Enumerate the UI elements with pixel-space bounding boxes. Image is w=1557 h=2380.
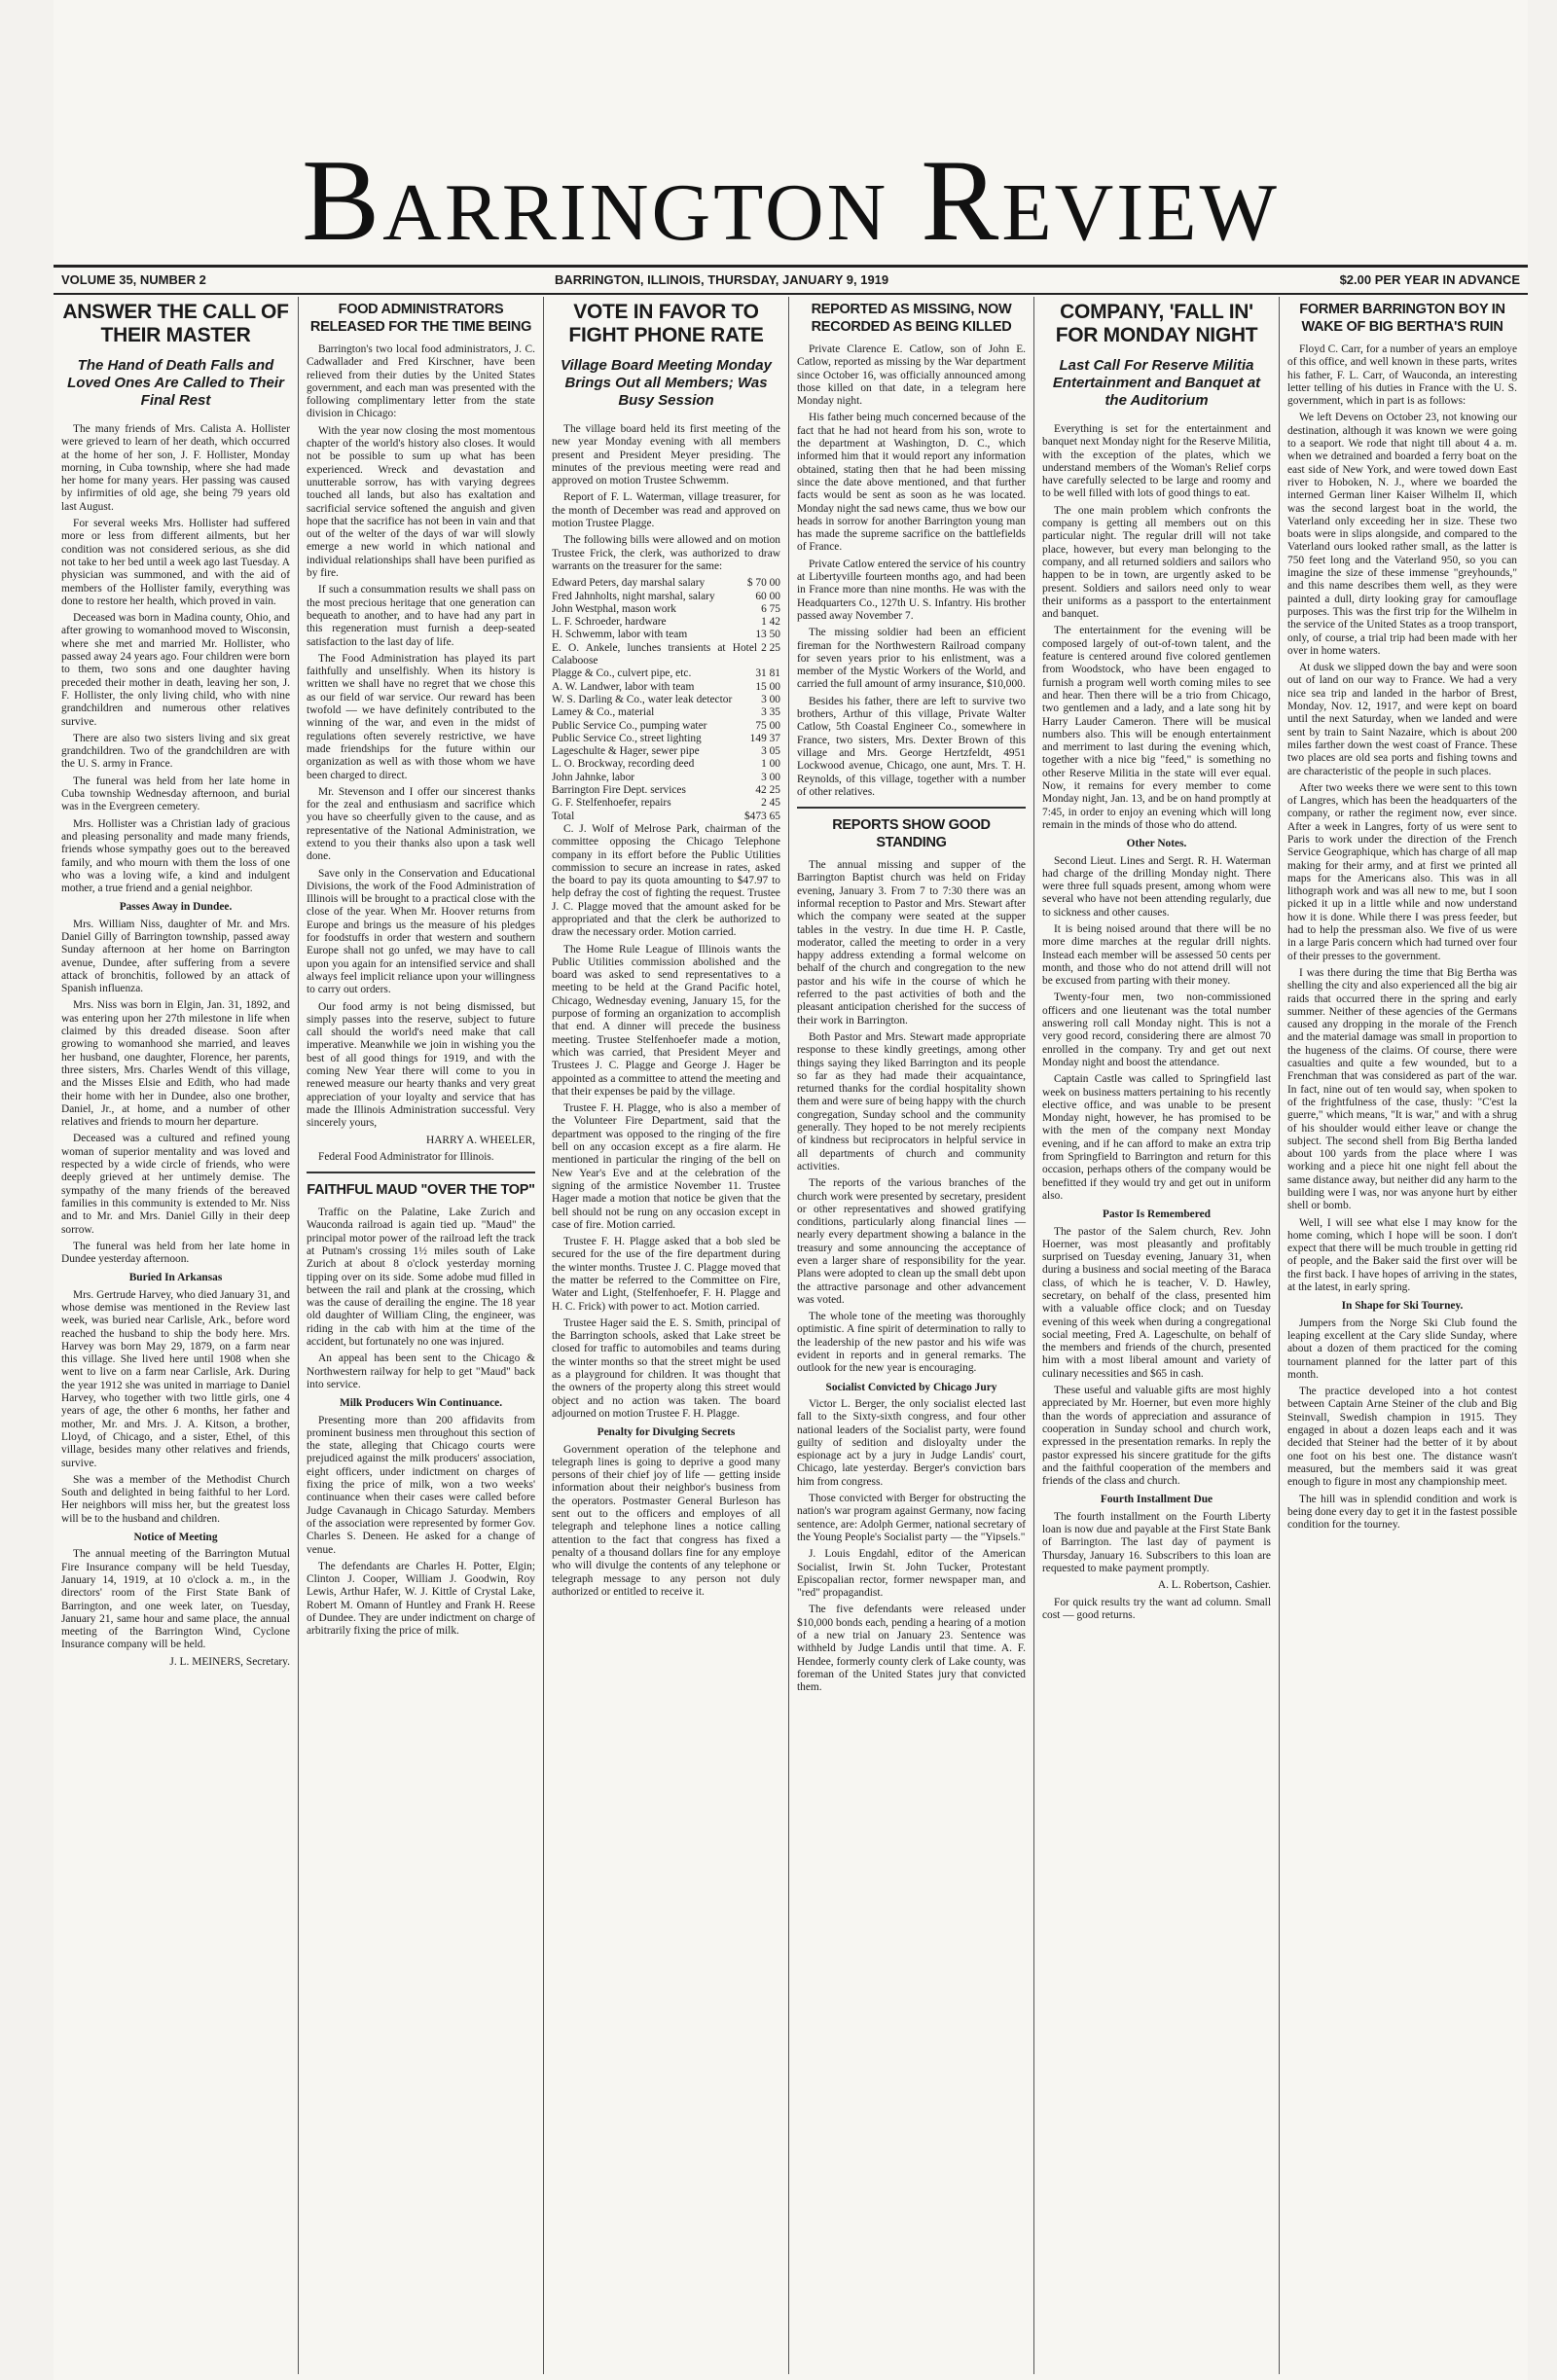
divider (307, 1172, 535, 1173)
divider (797, 807, 1026, 809)
volume-number: VOLUME 35, NUMBER 2 (61, 272, 206, 287)
bill-item: Fred Jahnholts, night marshal, salary (552, 590, 715, 602)
bill-amount: $ 70 00 (746, 577, 780, 590)
column-3 (544, 297, 789, 2374)
bill-item: G. F. Stelfenhoefer, repairs (552, 797, 671, 810)
paragraph: An appeal has been sent to the Chicago & Northwestern railway for help to get "Maud" back into service. (307, 1352, 535, 1390)
bill-item: A. W. Landwer, labor with team (552, 680, 695, 693)
paragraph: These useful and valuable gifts are most highly appreciated by Mr. Hoerner, but even more highly than the words of appreciation and assurance of cooperation in Sunday school and church work, expressed in the presentation remarks. In reply the pastor expressed his sincere gratitude for the gifts and the faithful cooperation of the members and friends of the class and church. (1042, 1385, 1271, 1488)
paragraph: The defendants are Charles H. Potter, Elgin; Clinton J. Cooper, William J. Goodwin, Roy Lewis, Arthur Hafer, W. J. Kittle of Crystal Lake, Robert M. Omann of Huntley and Frank H. Reese of Dundee. They are under indictment on charge of arbitrarily fixing the price of milk. (307, 1560, 535, 1638)
paragraph: Besides his father, there are left to survive two brothers, Arthur of this village, Private Walter Catlow, 5th Coastal Engineer Co., somewhere in France, two sisters, Mrs. Dexter Brown of this village and Mrs. George Hertzfeldt, 4951 Lockwood avenue, Chicago, one aunt, Mrs. T. H. Reynolds, of this village, together with a number of other relatives. (797, 695, 1026, 798)
bill-item: H. Schwemm, labor with team (552, 629, 688, 641)
paragraph: If such a consummation results we shall pass on the most precious heritage that one generation can bequeath to another, and to have had any part in this regeneration must furnish a deep-seated satisfaction to the last day of life. (307, 584, 535, 648)
paragraph: The one main problem which confronts the company is getting all members out on this particular night. The regular drill will not take place, however, but every man belonging to the company, and all returned soldiers and sailors who happen to be in town, are urgently asked to be present. Soldiers and sailors need only to wear their uniforms as a passport to the entertainment and banquet. (1042, 504, 1271, 621)
paragraph: The Home Rule League of Illinois wants the Public Utilities commission abolished and the board was asked to send representatives to a meeting to be held at the Grand Pacific hotel, Chicago, Wednesday evening, January 15, for the purpose of forming an organization to accomplish that end. A dinner will precede the business meeting. Trustee Stelfenhoefer made a motion, which was carried, that President Meyer and Trustees J. C. Plagge and George J. Hager be appointed as a committee to attend the meeting and that their expenses be paid by the village. (552, 943, 780, 1098)
paragraph: The hill was in splendid condition and work is being done every day to get it in the fastest possible condition for the tourney. (1287, 1493, 1517, 1532)
paragraph: After two weeks there we were sent to this town of Langres, which has been the headquarters of the company, or rather the regiment now, ever since. After a week in Langres, forty of us were sent to Paris to work under the direction of the French Service Geographique, which has charge of all map making for their army, and at first we printed all maps for the Americans also. This was in all lithograph work and was all new to me, but I soon picked it up in a little while and now understand how it is done. While there I was press feeder, but had to help the pressman also. We five of us were in a large Paris concern which had turned over four of their presses to the government. (1287, 781, 1517, 962)
bill-item: Total (552, 810, 575, 822)
paragraph: The entertainment for the evening will be composed largely of out-of-town talent, and the feature is centered around five colored gentlemen from Woodstock, who have been engaged to furnish a program well worth coming miles to see and hear. Then there will be a trio from Chicago, two gentlemen and a lady, and a late song hit by Harry Lauder Cameron. There will be musical numbers also. This will be enough entertainment and merriment to last during the evening which, together with a nice big "feed," is something no other Reserve Militia in the state will ever equal. Now, it remains for every member to come Monday night, Jan. 13, and be on hand promptly at 7:45, in order to enjoy an evening which will long remain in the minds of those who do attend. (1042, 625, 1271, 831)
bill-amount: 15 00 (755, 680, 780, 693)
headline: ANSWER THE CALL OF THEIR MASTER (62, 301, 289, 346)
paragraph: The missing soldier had been an efficient fireman for the Northwestern Railroad company for seven years prior to his enlistment, was a member of the Mystic Workers of the World, and carried the full amount of army insurance, $10,000. (797, 627, 1026, 691)
subhead: In Shape for Ski Tourney. (1341, 1300, 1464, 1313)
bill-item: John Jahnke, labor (552, 771, 635, 783)
paragraph: Everything is set for the entertainment and banquet next Monday night for the Reserve Militia, with the exception of the plates, which we understand members of the Woman's Relief corps have carefully selected to be large and roomy and to be well filled with lots of good things to eat. (1042, 423, 1271, 500)
paragraph: Mrs. Hollister was a Christian lady of gracious and pleasing personality and made many friends, friends whose sympathy goes out to the bereaved family, and who mourn with them the loss of one who was a loving wife, a kind and indulgent mother, a true friend and a genial neighbor. (61, 817, 290, 895)
bill-amount: 3 05 (761, 745, 780, 758)
bill-amount: $473 65 (743, 810, 780, 822)
paragraph: Mrs. Gertrude Harvey, who died January 31, and whose demise was mentioned in the Review last week, was buried near Carlisle, Ark., before word reached the husband to ship the body here. Mrs. Harvey was born May 29, 1879, on a farm near this village. She lived here until 1908 when she went to live on a farm near Carlisle, Ark. During the year 1912 she was united in marriage to Daniel Harvey, who together with two little girls, one 4 years of age, the other 6 months, her father and mother, Mr. and Mrs. J. A. Kitson, a brother, Lloyd, of Chicago, and a sister, Ethel, of this village, besides many other relatives and friends, survive. (61, 1288, 290, 1469)
bill-item: L. O. Brockway, recording deed (552, 758, 695, 771)
deck: The Hand of Death Falls and Loved Ones Are Called to Their Final Rest (67, 357, 284, 409)
headline: REPORTS SHOW GOOD STANDING (832, 817, 991, 851)
paragraph: She was a member of the Methodist Church South and delighted in being faithful to her Lord. Her neighbors will miss her, but the greatest loss will be to the husband and children. (61, 1473, 290, 1525)
signature-title: Federal Food Administrator for Illinois. (318, 1150, 494, 1163)
paragraph: The Food Administration has played its part faithfully and unselfishly. When its history is written we shall have no regret that we chose this as our field of war service. Our reward has been twofold — we have definitely contributed to the winning of the war, and even in the midst of regulations often severely restrictive, we have made friendships for the future within our organization as well as with those whom we have been charged to direct. (307, 652, 535, 781)
bill-row (552, 758, 780, 771)
signature: HARRY A. WHEELER, (425, 1134, 535, 1146)
paragraph: Save only in the Conservation and Educational Divisions, the work of the Food Administration of Illinois will be brought to a practical close with the close of the year. When Mr. Hoover returns from Europe and brings us the measure of his pledges for foodstuffs in order that western and southern Europe shall not go unfed, we may have to call upon you again for an intensified service and shall always feel implicit reliance upon your willingness to carry out orders. (307, 867, 535, 996)
bill-row (552, 681, 780, 694)
paragraph: The many friends of Mrs. Calista A. Hollister were grieved to learn of her death, which occurred at the home of her son, J. F. Hollister, Monday morning, in Cuba township, where she had made her home for many years. Her passing was caused by infirmities of old age, she being 79 years old last August. (61, 423, 290, 513)
paragraph: Barrington's two local food administrators, J. C. Cadwallader and Fred Kirschner, have been relieved from their duties by the United States government, and each man was presented with the following complimentary letter from the state division in Chicago: (307, 343, 535, 420)
paragraph: Victor L. Berger, the only socialist elected last fall to the Sixty-sixth congress, and four other national leaders of the Socialist party, were found guilty of sedition and disloyalty under the espionage act by a jury in Judge Landis' court, Chicago, late yesterday. Berger's conviction bars him from congress. (797, 1397, 1026, 1488)
paragraph: The reports of the various branches of the church work were presented by secretary, president or other representatives and showed gratifying conditions, particularly along financial lines — nearly every department showing a balance in the treasury and some announcing the acceptance of even a larger share of responsibility for the year. Plans were adopted to clean up the small debt upon the attractive parsonage and other advancement was voted. (797, 1177, 1026, 1306)
bill-row (552, 591, 780, 603)
place-date: BARRINGTON, ILLINOIS, THURSDAY, JANUARY 9, 1919 (555, 272, 889, 287)
paragraph: The funeral was held from her late home in Dundee yesterday afternoon. (61, 1240, 290, 1266)
paragraph: Those convicted with Berger for obstructing the nation's war program against Germany, now facing sentence, are: Adolph Germer, national secretary of the Young People's Socialist party — the "Yipsels." (797, 1493, 1026, 1543)
paragraph: Government operation of the telephone and telegraph lines is going to deprive a good many persons of their chief joy of life — getting inside information about their neighbor's business from the operators. Postmaster General Burleson has sent out to the officers and employes of all telegraph and telephone lines a notice calling attention to the fact that congress has fixed a penalty of a thousand dollars fine for any employe who will divulge the contents of any telephone or telegraph message to any person not duly authorized or entitled to receive it. (552, 1443, 780, 1598)
bill-row (552, 667, 780, 680)
bill-amount: 13 50 (755, 629, 780, 641)
headline: FORMER BARRINGTON BOY IN WAKE OF BIG BERTHA'S RUIN (1299, 302, 1505, 335)
paragraph: Trustee F. H. Plagge asked that a bob sled be secured for the use of the fire department during the winter months. Trustee J. C. Plagge moved that the matter be referred to the Committee on Fire, Water and Light, (Stelfenhoefer, F. H. Plagge and H. C. Frick) with power to act. Motion carried. (552, 1236, 780, 1313)
paragraph: It is being noised around that there will be no more dime marches at the regular drill nights. Instead each member will be assessed 50 cents per month, and those who do not attend drill will not be excused from parting with their money. (1042, 922, 1271, 988)
bill-amount: 60 00 (755, 590, 780, 602)
bill-item: L. F. Schroeder, hardware (552, 616, 667, 629)
paragraph: C. J. Wolf of Melrose Park, chairman of the committee opposing the Chicago Telephone company in its effort before the Public Utilities commission to secure an increase in rates, asked the board to pay its quota amounting to $47.97 to help defray the cost of fighting the request. Trustee J. C. Plagge moved that the amount asked for be appropriated and that the clerk be authorized to draw the necessary order. Motion carried. (552, 822, 780, 939)
subhead: Passes Away in Dundee. (119, 901, 233, 914)
deck: Village Board Meeting Monday Brings Out all Members; Was Busy Session (561, 357, 772, 409)
paragraph: Presenting more than 200 affidavits from prominent business men throughout this section of the state, alleging that Chicago courts were prejudiced against the milk producers' association, eight officers, under indictment on charges of fixing the price of milk, won a two weeks' continuance when their cases were called before Judge Cavanaugh in Chicago Saturday. Members of the association were represented by former Gov. Charles S. Deneen. He asked for a change of venue. (307, 1414, 535, 1556)
paragraph: Both Pastor and Mrs. Stewart made appropriate response to these kindly greetings, among other things saying they liked Barrington and its people so far as they had made their acquaintance, returned thanks for the cordial hospitality shown them and were sure of being happy with the church congregation, Sunday school and the community generally. They hoped to be not merely recipients of kindness but reciprocators in helpful service in all departments of church and community activities. (797, 1030, 1026, 1172)
bill-row (552, 720, 780, 733)
paragraph: Captain Castle was called to Springfield last week on business matters pertaining to his recently elective office, and was unable to be present Monday night, however, he has promised to be with the men of the company next Monday evening, and if he can afford to make an extra trip from Springfield to Barrington and return for this occasion, perhaps others of the company would be benefitted if they would try and get out in uniform also. (1042, 1073, 1271, 1202)
paragraph: Deceased was born in Madina county, Ohio, and after growing to womanhood moved to Wisconsin, where she met and married Mr. Hollister, who passed away 24 years ago. Four children were born to them, two sons and one daughter having preceded their mother in death, leaving her son, J. F. Hollister, the only living child, who with nine grandchildren and numerous other relatives survive. (61, 612, 290, 728)
bill-row (552, 616, 780, 629)
bill-amount: 149 37 (749, 732, 780, 744)
bill-row (552, 642, 780, 668)
paragraph: The whole tone of the meeting was thoroughly optimistic. A fine spirit of determination to rally to the leadership of the new pastor and his wife was evident in reports and in general remarks. The outlook for the new year is encouraging. (797, 1311, 1026, 1375)
paragraph: Second Lieut. Lines and Sergt. R. H. Waterman had charge of the drilling Monday night. There were three full squads present, among whom were several who have not been attending regularly, due to sickness and other causes. (1042, 854, 1271, 919)
bill-amount: 1 42 (761, 616, 780, 629)
bill-amount: 31 81 (755, 667, 780, 680)
headline: FOOD ADMINISTRATORS RELEASED FOR THE TIME BEING (309, 302, 532, 335)
paragraph: His father being much concerned because of the fact that he had not heard from his son, wrote to the department at Washington, D. C., which informed him that it would report any information obtained, stating then that he had been missing since the date above mentioned, and that further facts would be sent as soon as he was located. Monday night the sad news came, thus we bow our heads in sorrow for another Barrington young man has made the supreme sacrifice on the battlefields of France. (797, 412, 1026, 554)
bill-amount: 2 45 (761, 797, 780, 810)
bill-amount: 3 00 (761, 693, 780, 705)
bill-item: E. O. Ankele, lunches transients at Hotel Calaboose (552, 641, 758, 667)
bill-item: Barrington Fire Dept. services (552, 784, 686, 797)
dateline (54, 265, 1528, 295)
bill-item: Public Service Co., street lighting (552, 732, 702, 744)
bill-item: Public Service Co., pumping water (552, 719, 707, 732)
bill-item: W. S. Darling & Co., water leak detector (552, 693, 733, 705)
paragraph: The five defendants were released under $10,000 bonds each, pending a hearing of a motion of a new trial on January 23. Sentence was withheld by Judge Landis until that time. A. F. Hendee, formerly county clerk of Lake county, was foreman of the United States jury that convicted them. (797, 1604, 1026, 1694)
paragraph: There are also two sisters living and six great grandchildren. Two of the grandchildren are with the U. S. army in France. (61, 732, 290, 771)
paragraph: Deceased was a cultured and refined young woman of superior mentality and was loved and respected by a wide circle of friends, who were deeply grieved at her untimely demise. The sympathy of the many friends of the bereaved families in this community is extended to Mr. Niss and to Mr. and Mrs. Daniel Gilly in their deep sorrow. (61, 1133, 290, 1236)
paragraph: J. Louis Engdahl, editor of the American Socialist, Irwin St. John Tucker, Protestant Episcopalian rector, former newspaper man, and "red" propagandist. (797, 1548, 1026, 1600)
paragraph: The village board held its first meeting of the new year Monday evening with all members present and President Meyer presiding. The minutes of the previous meeting were read and approved on motion Trustee Schwemm. (552, 423, 780, 487)
paragraph: Report of F. L. Waterman, village treasurer, for the month of December was read and approved on motion Trustee Plagge. (552, 491, 780, 530)
subhead: Other Notes. (1126, 838, 1187, 850)
bill-row (552, 694, 780, 706)
paragraph: For several weeks Mrs. Hollister had suffered more or less from different ailments, but her condition was not considered serious, as she did not take to her bed until a week ago last Tuesday. A physician was summoned, and with the aid of members of the Hollister family, everything was done to restore her health, which proved in vain. (61, 518, 290, 607)
bill-row (552, 745, 780, 758)
paragraph: The practice developed into a hot contest between Captain Arne Steiner of the club and Big Steinvall, Swedish champion in 1915. They engaged in about a dozen leaps each and it was decided that Steiner had the better of it by about one foot on his best one. The distance wasn't measured, but the members said it was great enough to figure in most any championship meet. (1287, 1386, 1517, 1489)
paragraph: I was there during the time that Big Bertha was shelling the city and also experienced all the big air raids that occurred there in the spring and early summer. Neither of these agencies of the Germans caused any dropping in the morale of the French and the material damage was small in proportion to the hugeness of the claims. Of course, there were casualties and quite a few wounded, but to a Frenchman that was considered as part of the war. In fact, nine out of ten would say, when spoken to of the frightfulness of the case, thusly: "C'est la guerre," which means, "It is war," and with a shrug of his shoulder would either leave or change the subject. The second shell from Big Bertha landed about 100 yards from the place where I was working and a piece hit one night fell about the same distance away, but neither did any harm to the building were I was, nor was anyone hurt by either shell or bomb. (1287, 966, 1517, 1212)
subhead: Fourth Installment Due (1100, 1494, 1213, 1506)
newspaper-page (54, 0, 1528, 2380)
paragraph: Well, I will see what else I may know for the home coming, which I hope will be soon. I don't expect that there will be much trouble in getting rid of people, and the Baker said the first over will be the first back. I have hopes of arriving in the states, at the latest, in early spring. (1287, 1216, 1517, 1294)
paragraph: The fourth installment on the Fourth Liberty loan is now due and payable at the First State Bank of Barrington. The last day of payment is Thursday, January 16. Subscribers to this loan are requested to make payment promptly. (1042, 1510, 1271, 1574)
paragraph: Mrs. Niss was born in Elgin, Jan. 31, 1892, and was entering upon her 27th milestone in life when claimed by this dreaded disease. Soon after growing to womanhood she married, and leaves her husband, one daughter, Florence, her parents, three sisters, Mrs. Charles Wendt of this village, and the Misses Elsie and Edith, who had made their home with her in Dundee, also one brother, Daniel, Jr., at home, and a number of other relatives and friends to mourn her departure. (61, 999, 290, 1129)
column-4 (789, 297, 1034, 2374)
bill-amount: 42 25 (755, 784, 780, 797)
headline: VOTE IN FAVOR TO FIGHT PHONE RATE (568, 301, 764, 346)
subhead: Buried In Arkansas (128, 1272, 223, 1284)
bill-row (552, 733, 780, 745)
bill-row (552, 772, 780, 784)
paragraph: Floyd C. Carr, for a number of years an employe of this office, and well known in these parts, writes his father, F. L. Carr, of Wauconda, an interesting letter telling of his duties in France with the U. S. government, which in part is as follows: (1287, 343, 1517, 408)
paragraph: The annual meeting of the Barrington Mutual Fire Insurance company will be held Tuesday, January 14, 1919, at 10 o'clock a. m., in the directors' room of the First State Bank of Barrington, and one week later, on Tuesday, January 21, same hour and same place, the annual meeting of the Barrington Wind, Cyclone Insurance company will be held. (61, 1548, 290, 1651)
signature: J. L. MEINERS, Secretary. (169, 1655, 290, 1668)
paragraph: Traffic on the Palatine, Lake Zurich and Wauconda railroad is again tied up. "Maud" the principal motor power of the railroad left the track at Putnam's crossing 1½ miles south of Lake Zurich at about 8 o'clock yesterday morning tipping over on its side. Some adobe mud filled in between the rail and plank at the crossing, which was the cause of derailing the engine. The 18 year old daughter of William Cling, the engineer, was riding in the cab with him at the time of the accident, but fortunately no one was injured. (307, 1207, 535, 1349)
paragraph: Trustee Hager said the E. S. Smith, principal of the Barrington schools, asked that Lake street be closed for traffic to automobiles and teams during the winter months so that the street might be used as a playground for children. It was thought that the owners of the property along this street would object and no action was taken. The board adjourned on motion Trustee F. H. Plagge. (552, 1316, 780, 1420)
paragraph: We left Devens on October 23, not knowing our destination, although it was known we were going to a seaport. We rode that night till about 4 a. m. when we detrained and boarded a ferry boat on the east side of New York, and were towed down East river to Hoboken, N. J., where we boarded the interned German liner Kaiser Wilhelm II, which was the second largest boat in the world, the Vaterland only exceeding her in size. These two boats were in slips alongside, and compared to the Vaterland ours looked rather small, as the latter is 750 feet long and the Vaterland 950, so you can imagine the size of these immense "greyhounds," and this name describes them well, as they were painted a dull, dirty looking gray for camouflage purposes. This was the first trip for the Wilhelm in the service of the United States as a troop transport, only, of course, a trial trip had been made with her over in home waters. (1287, 412, 1517, 657)
headline: REPORTED AS MISSING, NOW RECORDED AS BEING KILLED (811, 302, 1012, 335)
paragraph: Private Catlow entered the service of his country at Libertyville fourteen months ago, and had been in France more than nine months. He was with the Headquarters Co., 127th U. S. Infantry. His brother passed away November 7. (797, 558, 1026, 622)
bill-amount: 3 35 (761, 706, 780, 719)
bill-item: Lageschulte & Hager, sewer pipe (552, 745, 700, 758)
bill-row (552, 706, 780, 719)
article-columns (54, 297, 1528, 2374)
bill-amount: 1 00 (761, 758, 780, 771)
paragraph: Mrs. William Niss, daughter of Mr. and Mrs. Daniel Gilly of Barrington township, passed away Sunday afternoon at her home on Barrington avenue, Dundee, after suffering from a severe attack of bronchitis, followed by an attack of Spanish influenza. (61, 918, 290, 995)
bill-row (552, 797, 780, 810)
bill-amount: 75 00 (755, 719, 780, 732)
subscription-price: $2.00 PER YEAR IN ADVANCE (1339, 272, 1520, 287)
column-5 (1034, 297, 1280, 2374)
paragraph: Mr. Stevenson and I offer our sincerest thanks for the zeal and enthusiasm and sacrifice which you have so cheerfully given to the cause, and as representative of the National Administration, we extend to you their thanks also upon a task well done. (307, 785, 535, 863)
bill-row (552, 811, 780, 823)
bill-row (552, 603, 780, 616)
deck: Last Call For Reserve Militia Entertainment and Banquet at the Auditorium (1052, 357, 1261, 409)
paragraph: The annual missing and supper of the Barrington Baptist church was held on Friday evening, January 3. From 7 to 7:30 there was an informal reception to Pastor and Mrs. Stewart after which the company were seated at the supper tables in the vestry. In due time H. P. Castle, moderator, called the meeting to order in a very happy address extending a formal welcome on behalf of the church and congregation to the new pastor and his wife in the course of which he referred to the past activities of both and the pleasant anticipation cherished for the success of their work in Barrington. (797, 859, 1026, 1027)
paragraph: The following bills were allowed and on motion Trustee Frick, the clerk, was authorized to draw warrants on the treasurer for the same: (552, 534, 780, 572)
paragraph: Twenty-four men, two non-commissioned officers and one lieutenant was the total number answering roll call Monday night. This is not a very good record, considering there are almost 70 enrolled in the company. Try and get out next Monday night and boost the attendance. (1042, 992, 1271, 1068)
bill-item: Edward Peters, day marshal salary (552, 577, 706, 590)
headline: COMPANY, 'FALL IN' FOR MONDAY NIGHT (1055, 301, 1258, 346)
subhead: Socialist Convicted by Chicago Jury (825, 1381, 997, 1393)
bill-row (552, 577, 780, 590)
paragraph: Our food army is not being dismissed, but simply passes into the reserve, subject to future call should the world's need make that call imperative. Meanwhile we join in wishing you the best of all good things for 1919, and with the coming New Year there will come to you in renewed measure our hearty thanks and very great appreciation of your loyalty and service that has made the Illinois Administration successful. Very sincerely yours, (307, 1000, 535, 1130)
paragraph: At dusk we slipped down the bay and were soon out of land on our way to France. We had a very nice sea trip and landed in the harbor of Brest, Monday, Nov. 12, 1917, and were kept on board until the next Saturday, when we landed and were sent by train to Saint Nazaire, which is about 200 miles farther down the west coast of France. These two places are old sea ports and fishing towns and are characteristic of the people in such places. (1287, 662, 1517, 777)
bill-row (552, 784, 780, 797)
subhead: Pastor Is Remembered (1103, 1208, 1211, 1221)
bills-list (552, 577, 780, 823)
subhead: Milk Producers Win Continuance. (339, 1397, 503, 1410)
bill-item: Plagge & Co., culvert pipe, etc. (552, 667, 692, 680)
column-2 (299, 297, 544, 2374)
paragraph: For quick results try the want ad column. Small cost — good returns. (1042, 1596, 1271, 1621)
paragraph: Private Clarence E. Catlow, son of John E. Catlow, reported as missing by the War department since October 16, was officially announced among those killed on that date, in a telegram here Monday night. (797, 343, 1026, 408)
paragraph: The funeral was held from her late home in Cuba township Wednesday afternoon, and burial was in the Evergreen cemetery. (61, 775, 290, 813)
bill-row (552, 629, 780, 641)
bill-amount: 2 25 (761, 641, 780, 654)
bill-amount: 6 75 (761, 602, 780, 615)
masthead: Barrington Review (302, 135, 1280, 265)
paragraph: The pastor of the Salem church, Rev. John Hoerner, was most pleasantly and profitably surprised on Tuesday evening, January 31, when during a business and social meeting of the Baraca class, of which he is teacher, V. D. Hawley, secretary, on behalf of the class, presented him with a valuable office clock; and on Tuesday evening of this week when during a congregational social meeting, Fred A. Lageschulte, on behalf of the members and friends of the church, presented him with a most liberal amount and variety of culinary necessities and $65 in cash. (1042, 1225, 1271, 1380)
column-1 (54, 297, 299, 2374)
bill-amount: 3 00 (761, 771, 780, 783)
signature: A. L. Robertson, Cashier. (1157, 1579, 1271, 1592)
column-6 (1280, 297, 1525, 2374)
paragraph: With the year now closing the most momentous chapter of the world's history also closes. It would not be possible to sum up what has been experienced. Wreck and devastation and unutterable sorrow, has with varying degrees touched all lands, but also has exaltation and sacrificial service softened the anguish and given hope that the sacrifice has not been in vain and that out of the welter of the days of war will slowly emerge a new world in which national and individual relationships shall have been purified as by fire. (307, 424, 535, 580)
subhead: Penalty for Divulging Secrets (597, 1426, 736, 1439)
bill-item: John Westphal, mason work (552, 602, 676, 615)
paragraph: Jumpers from the Norge Ski Club found the leaping excellent at the Cary slide Sunday, where about a dozen of them practiced for the coming tournament planned for the latter part of this month. (1287, 1316, 1517, 1381)
bill-item: Lamey & Co., material (552, 706, 655, 719)
paragraph: Trustee F. H. Plagge, who is also a member of the Volunteer Fire Department, said that the department was opposed to the ringing of the fire bell on any occasion except as a fire alarm. He mentioned in particular the ringing of the bell on New Year's Eve and at the celebration of the signing of the armistice November 11. Trustee Hager made a motion that notice be given that the bell should not be rung on any occasion except in case of fire. Motion carried. (552, 1102, 780, 1231)
subhead: Notice of Meeting (133, 1532, 218, 1544)
headline: FAITHFUL MAUD "OVER THE TOP" (307, 1182, 535, 1199)
